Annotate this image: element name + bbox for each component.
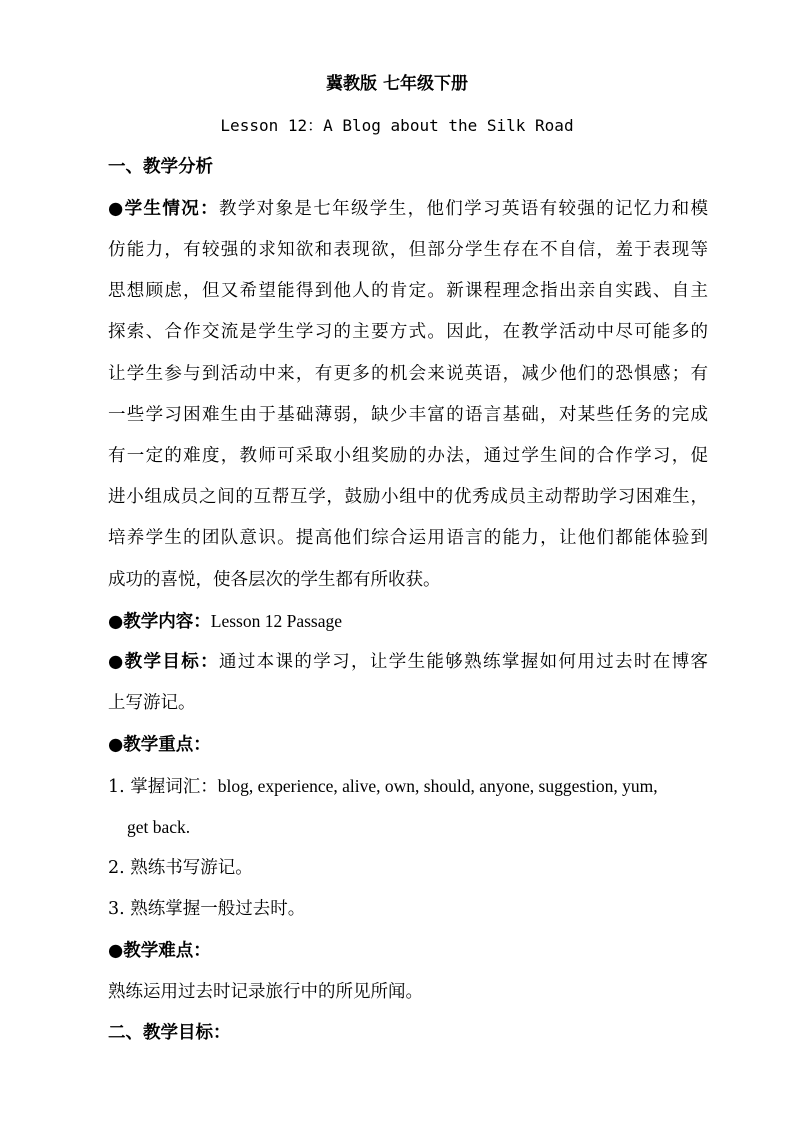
teaching-goal-line-1 bbox=[108, 650, 708, 674]
key-point-2: 2. 熟练书写游记。 bbox=[108, 858, 253, 878]
key-point-3: 3. 熟练掌握一般过去时。 bbox=[108, 899, 306, 919]
student-situation-line-10: 成功的喜悦，使各层次的学生都有所收获。 bbox=[108, 570, 441, 590]
teaching-content-text: Lesson 12 Passage bbox=[210, 611, 343, 631]
difficulty-text: 熟练运用过去时记录旅行中的所见所闻。 bbox=[108, 982, 423, 1002]
student-situation-line-8: 进小组成员之间的互帮互学，鼓励小组中的优秀成员主动帮助学习困难生， bbox=[108, 487, 708, 507]
key-point-1 bbox=[108, 774, 658, 799]
teaching-goal-text: 通过本课的学习，让学生能够熟练掌握如何用过去时在博客 bbox=[218, 652, 708, 672]
student-situation-label: ●学生情况： bbox=[108, 199, 219, 219]
document-title: 冀教版 七年级下册 bbox=[326, 74, 468, 94]
key-point-1-prefix: 1. 掌握词汇： bbox=[108, 777, 218, 797]
student-situation-line-1 bbox=[108, 197, 708, 221]
lesson-subtitle: Lesson 12：A Blog about the Silk Road bbox=[220, 116, 574, 135]
teaching-content bbox=[108, 609, 342, 634]
student-situation-text: 教学对象是七年级学生，他们学习英语有较强的记忆力和模 bbox=[218, 199, 708, 219]
section-heading-analysis: 一、教学分析 bbox=[108, 157, 213, 177]
key-points-label: ●教学重点： bbox=[108, 735, 211, 755]
student-situation-line-2: 仿能力，有较强的求知欲和表现欲，但部分学生存在不自信，羞于表现等 bbox=[108, 240, 708, 260]
teaching-content-label: ●教学内容： bbox=[108, 612, 211, 632]
student-situation-line-3: 思想顾虑，但又希望能得到他人的肯定。新课程理念指出亲自实践、自主 bbox=[108, 281, 708, 301]
key-point-1-continued: get back. bbox=[127, 817, 191, 837]
section-heading-goals: 二、教学目标： bbox=[108, 1023, 231, 1043]
student-situation-line-4: 探索、合作交流是学生学习的主要方式。因此，在教学活动中尽可能多的 bbox=[108, 322, 708, 342]
difficulty-label: ●教学难点： bbox=[108, 941, 211, 961]
teaching-goal-line-2: 上写游记。 bbox=[108, 693, 196, 713]
student-situation-line-5: 让学生参与到活动中来，有更多的机会来说英语，减少他们的恐惧感；有 bbox=[108, 364, 708, 384]
student-situation-line-7: 有一定的难度，教师可采取小组奖励的办法，通过学生间的合作学习，促 bbox=[108, 446, 708, 466]
teaching-goal-label: ●教学目标： bbox=[108, 652, 219, 672]
key-point-1-words: blog, experience, alive, own, should, anyone, suggestion, yum, bbox=[217, 776, 658, 796]
student-situation-line-6: 一些学习困难生由于基础薄弱，缺少丰富的语言基础，对某些任务的完成 bbox=[108, 405, 708, 425]
student-situation-line-9: 培养学生的团队意识。提高他们综合运用语言的能力，让他们都能体验到 bbox=[108, 528, 708, 548]
